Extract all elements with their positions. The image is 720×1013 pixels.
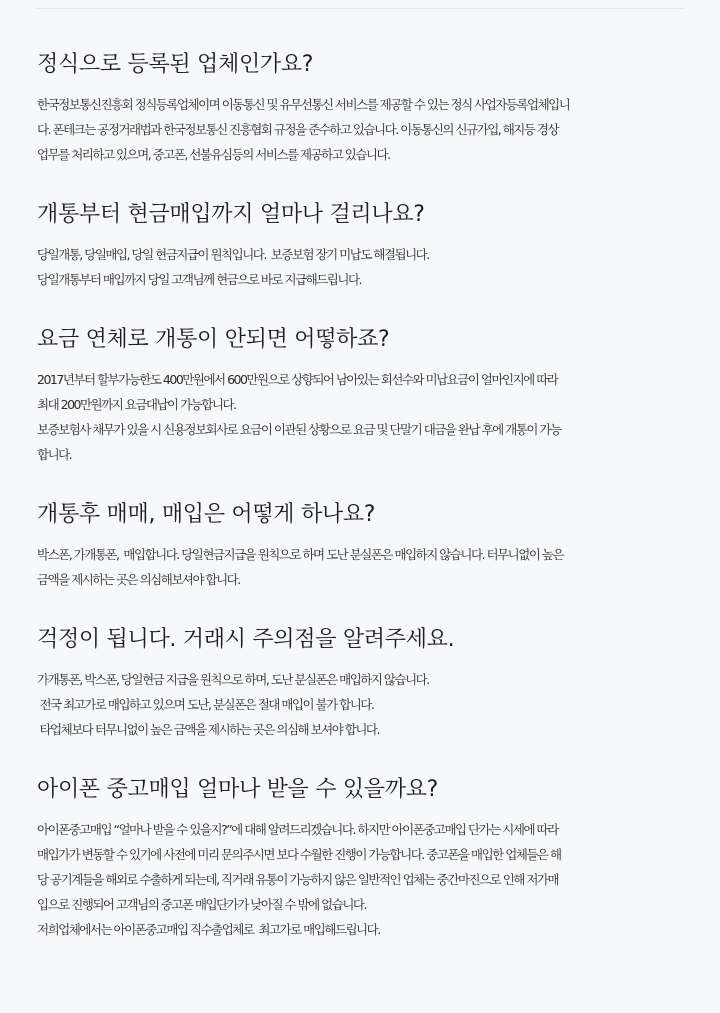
faq-answer <box>37 542 687 592</box>
top-divider <box>37 8 683 9</box>
faq-item <box>37 326 687 467</box>
faq-answer-line: 최대 200만원까지 요금대납이 가능합니다. <box>37 397 236 412</box>
faq-answer-line: 보증보험사 채무가 있을 시 신용정보회사로 요금이 이관된 상황으로 요금 및 단말기 대금을 완납 후에 개통이 가능 <box>37 422 561 437</box>
faq-answer-line: 업무를 처리하고 있으며, 중고폰, 선불유심등의 서비스를 제공하고 있습니다. <box>37 147 390 162</box>
faq-item <box>37 201 687 292</box>
faq-answer <box>37 242 687 292</box>
faq-answer-line: 합니다. <box>37 447 72 462</box>
faq-item <box>37 501 687 592</box>
faq-answer-line: 입으로 진행되어 고객님의 중고폰 매입단가가 낮아질 수 밖에 없습니다. <box>37 897 366 912</box>
faq-answer-line: 금액을 제시하는 곳은 의심해보셔야 합니다. <box>37 572 240 587</box>
faq-answer-line: 가개통폰, 박스폰, 당일현금 지급을 원칙으로 하며, 도난 분실폰은 매입하지 않습니다. <box>37 672 429 687</box>
faq-list <box>37 51 687 976</box>
faq-answer-line: 당일개통부터 매입까지 당일 고객님께 현금으로 바로 지급해드립니다. <box>37 272 361 287</box>
faq-question: 개통후 매매, 매입은 어떻게 하나요? <box>37 502 376 527</box>
faq-answer <box>37 817 687 942</box>
faq-answer-line: 저희업체에서는 아이폰중고매입 직수출업체로 최고가로 매입해드립니다. <box>37 922 380 937</box>
faq-answer <box>37 367 687 467</box>
faq-question: 개통부터 현금매입까지 얼마나 걸리나요? <box>37 202 425 227</box>
faq-answer-line: 한국정보통신진흥회 정식등록업체이며 이동통신 및 유무선통신 서비스를 제공할 수 있는 정식 사업자등록업체입니 <box>37 97 570 112</box>
faq-answer-line: 타업체보다 터무니없이 높은 금액을 제시하는 곳은 의심해 보셔야 합니다. <box>37 722 379 737</box>
faq-answer-line: 2017년부터 할부가능한도 400만원에서 600만원으로 상향되어 남아있는 회선수와 미납요금이 얼마인지에 따라 <box>37 372 558 387</box>
faq-question: 아이폰 중고매입 얼마나 받을 수 있을까요? <box>37 777 439 802</box>
faq-question: 정식으로 등록된 업체인가요? <box>37 52 314 77</box>
faq-answer-line: 박스폰, 가개통폰, 매입합니다. 당일현금지급을 원칙으로 하며 도난 분실폰은 매입하지 않습니다. 터무니없이 높은 <box>37 547 564 562</box>
faq-answer-line: 매입가가 변동할 수 있기에 사전에 미리 문의주시면 보다 수월한 진행이 가능합니다. 중고폰을 매입한 업체들은 해 <box>37 847 561 862</box>
faq-answer-line: 당일개통, 당일매입, 당일 현금지급이 원칙입니다. 보증보험 장기 미납도 해결됩니다. <box>37 247 429 262</box>
faq-item <box>37 626 687 742</box>
faq-answer-line: 전국 최고가로 매입하고 있으며 도난, 분실폰은 절대 매입이 불가 합니다. <box>37 697 374 712</box>
faq-answer-line: 다. 폰테크는 공정거래법과 한국정보통신 진흥협회 규정을 준수하고 있습니다. 이동통신의 신규가입, 해지등 경상 <box>37 122 559 137</box>
faq-item <box>37 51 687 167</box>
faq-answer <box>37 92 687 167</box>
faq-question: 걱정이 됩니다. 거래시 주의점을 알려주세요. <box>37 627 455 652</box>
faq-answer-line: 아이폰중고매입 “얼마나 받을 수 있을지?”에 대해 알려드리겠습니다. 하지만 아이폰중고매입 단가는 시세에 따라 <box>37 822 558 837</box>
faq-item <box>37 776 687 942</box>
faq-question: 요금 연체로 개통이 안되면 어떻하죠? <box>37 327 390 352</box>
faq-answer-line: 당 공기계들을 해외로 수출하게 되는데, 직거래 유통이 가능하지 않은 일반적인 업체는 중간마진으로 인해 저가매 <box>37 872 559 887</box>
faq-answer <box>37 667 687 742</box>
